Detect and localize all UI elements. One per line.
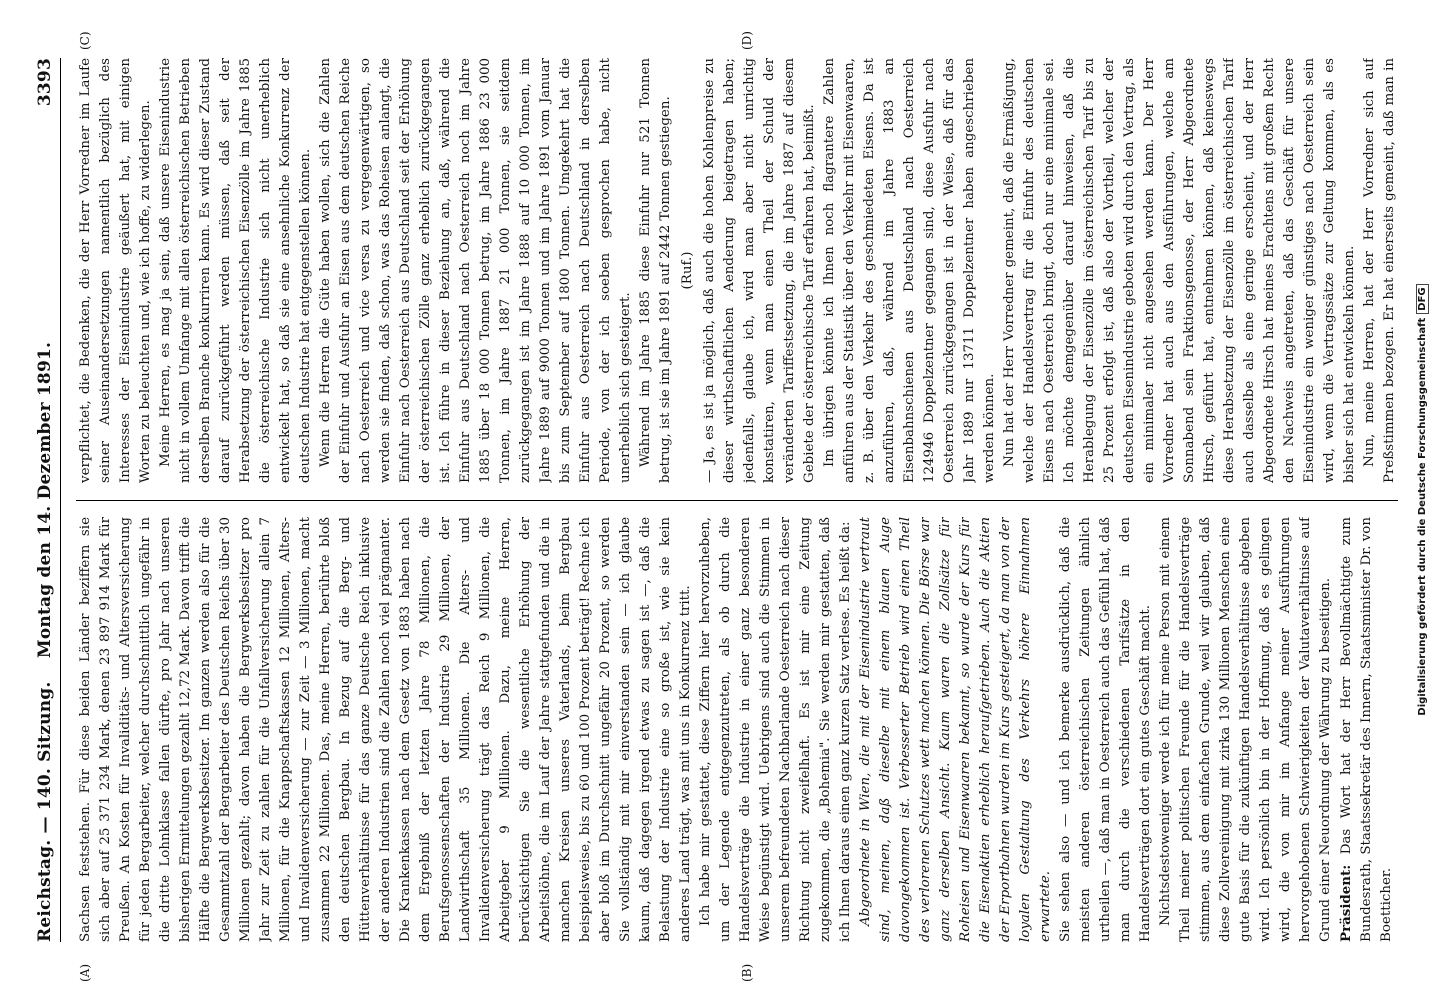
paragraph: Meine Herren, es mag ja sein, daß unsere Eisenindustrie nicht in vollem Umfange mit allen österreichischen Betrieben derselben Branche konkurriren kann. Es wird dieser Zustand darauf zurückgeführt werden müssen, daß seit der Herabsetzung der österreichischen Eisenzölle im Jahre 1885 die österreichische Industrie sich nicht unerheblich entwickelt hat, so daß sie eine ansehnliche Konkurrenz der deutschen Industrie hat entgegenstellen können. [158,58,313,483]
paragraph: Ich habe mir gestattet, diese Ziffern hier hervorzuheben, um der Legende entgegenzutreten, als ob durch die Handelsverträge die Industrie in einer ganz besonderen Weise begünstigt wird. Uebrigens sind auch die Stimmen in unserem befreundeten Nachbarlande Oesterreich nach dieser Richtung nicht zweifelhaft. Es ist mir eine Zeitung zugekommen, die „Bohemia". Sie werden mir gestatten, daß ich Ihnen daraus einen ganz kurzen Satz verlese. Es heißt da: [698,517,853,942]
paragraph: Wenn die Herren die Güte haben wollen, sich die Zahlen der Einfuhr und Ausfuhr an Eisen aus dem deutschen Reiche nach Oesterreich und vice versa zu vergegenwärtigen, so werden sie finden, daß schon, was das Roheisen anlangt, die Einfuhr nach Oesterreich aus Deutschland seit der Erhöhung der österreichischen Zölle ganz erheblich zurückgegangen ist. Ich führe in dieser Beziehung an, daß, während die Einfuhr aus Deutschland nach Oesterreich noch im Jahre 1885 über 18 000 Tonnen betrug, im Jahre 1886 23 000 Tonnen, im Jahre 1887 21 000 Tonnen, sie seitdem zurückgegangen ist im Jahre 1888 auf 10 000 Tonnen, im Jahre 1889 auf 9000 Tonnen und im Jahre 1891 vom Januar bis zum September auf 1800 Tonnen. Umgekehrt hat die Einfuhr aus Oesterreich nach Deutschland in derselben Periode, von der ich soeben gesprochen habe, nicht unerheblich sich gesteigert. [318,58,633,483]
column-divider [76,500,1398,501]
paragraph: Sie sehen also — und ich bemerke ausdrücklich, daß die meisten anderen österreichischen Zeitungen ähnlich urtheilen —, daß man in Oesterreich auch das Gefühl hat, daß man durch die verschiedenen Tarifsätze in den Handelsverträgen dort ein gutes Geschäft macht. [1058,517,1153,942]
header-date: Montag den 14. Dezember 1891. [35,341,55,659]
margin-mark-d: (D) [740,31,754,50]
speaker-label: Präsident: [1338,864,1354,942]
paragraph: Nun, meine Herren, hat der Herr Vorredner sich auf Preßstimmen bezogen. Er hat einerseits gemeint, daß man in [1362,58,1397,483]
page-header [32,58,61,942]
header-left: Reichstag. — 140. Sitzung. [35,681,55,942]
margin-mark-c: (C) [78,31,92,50]
paragraph: Nichtsdestoweniger werde ich für meine Person mit einem Theil meiner politischen Freunde für die Handelsverträge stimmen, aus dem einfachen Grunde, weil wir glauben, daß diese Zollvereinigung mit zirka 130 Millionen Menschen eine gute Basis für die zukünftigen Handelsverhältnisse abgeben wird. Ich persönlich bin in der Hoffnung, daß es gelingen wird, die von mir im Anfange meiner Ausführungen hervorgehobenen Schwierigkeiten der Valutaverhältnisse auf Grund einer Neuordnung der Währung zu beseitigen. [1158,517,1333,942]
paragraph: (Ruf.) [680,251,695,290]
paragraph: Nun hat der Herr Vorredner gemeint, daß die Ermäßigung, welche der Handelsvertrag für die Einfuhr des deutschen Eisens nach Oesterreich bringt, doch nur eine minimale sei. Ich möchte demgegenüber darauf hinweisen, daß die Herablegung der Eisenzölle im österreichischen Tarif bis zu 25 Prozent erfolgt ist, daß also der Vortheil, welcher der deutschen Eisenindustrie geboten wird durch den Vertrag, als ein minimaler nicht angesehen werden kann. Der Herr Vorredner hat auch aus den Ausführungen, welche am Sonnabend sein Fraktionsgenosse, der Herr Abgeordnete Hirsch, geführt hat, entnehmen können, daß keineswegs diese Herabsetzung der Eisenzölle im österreichischen Tarif auch dasselbe als eine geringe erscheint, und der Herr Abgeordnete Hirsch hat meines Erachtens mit großem Recht den Nachweis angetreten, daß das Geschäft für unsere Eisenindustrie ein weniger günstiges nach Oesterreich sein wird, wenn die Vertragssätze zur Geltung kommen, als es bisher sich hat entwickeln können. [1002,58,1357,483]
digitization-footer [1416,0,1429,1000]
margin-mark-a: (A) [78,963,92,982]
paragraph: verpflichtet, die Bedenken, die der Herr Vorredner im Laufe seiner Auseinandersetzungen namentlich bezüglich des Interesses der Eisenindustrie geäußert hat, mit einigen Worten zu beleuchten und, wie ich hoffe, zu widerlegen. [78,58,153,483]
margin-mark-b: (B) [740,963,754,982]
dfg-logo: DFG [1416,284,1429,313]
paragraph: Abgeordnete in Wien, die mit der Eisenindustrie vertraut sind, meinen, daß dieselbe mit einem blauen Auge davongekommen ist. Verbesserter Betrieb wird einen Theil des verlorenen Schutzes wett machen können. Die Börse war ganz derselben Ansicht. Kaum waren die Zollsätze für Roheisen und Eisenwaaren bekannt, so wurde der Kurs für die Eisenaktien erheblich heraufgetrieben. Auch die Aktien der Erportbahnen wurden im Kurs gesteigert, da man von der loyalen Gestaltung des Verkehrs höhere Einnahmen erwartete. [858,517,1053,942]
paragraph: Im übrigen könnte ich Ihnen noch flagrantere Zahlen anführen aus der Statistik über den Verkehr mit Eisenwaaren, z. B. über den Verkehr des geschmiedeten Eisens. Da ist anzuführen, daß, während im Jahre 1883 an Eisenbahnschienen aus Deutschland nach Oesterreich 124946 Doppelzentner gegangen sind, diese Ausfuhr nach Oesterreich zurückgegangen ist in der Weise, daß für das Jahr 1889 nur 13711 Doppelzentner haben angeschrieben werden können. [822,58,997,483]
footer-text: Digitalisierung gefördert durch die Deutsche Forschungsgemeinschaft [1417,317,1428,716]
paragraph: — Ja, es ist ja möglich, daß auch die hohen Kohlenpreise zu dieser wirthschaftlichen Aenderung beigetragen haben; jedenfalls, glaube ich, wird man aber nicht unrichtig konstatiren, wenn man einen Theil der Schuld der veränderten Tariffestsetzung, die im Jahre 1887 auf diesem Gebiete der österreichische Tarif erfahren hat, beimißt. [702,58,817,483]
right-column [76,58,1398,483]
paragraph: Während im Jahre 1885 diese Einfuhr nur 521 Tonnen betrug, ist sie im Jahre 1891 auf 2442 Tonnen gestiegen. [638,58,673,483]
paragraph: Sachsen feststehen. Für diese beiden Länder beziffern sie sich aber auf 25 371 234 Mark, denen 23 897 914 Mark für Preußen. An Kosten für Invaliditäts- und Altersversicherung für jeden Bergarbeiter, welcher durchschnittlich ungefähr in die dritte Lohnklasse fallen dürfte, pro Jahr nach unseren bisherigen Ermittelungen gezahlt 12,72 Mark. Davon trifft die Hälfte die Bergwerksbesitzer. Im ganzen werden also für die Gesammtzahl der Bergarbeiter des Deutschen Reichs über 30 Millionen gezahlt; davon haben die Bergwerksbesitzer pro Jahr zur Zeit zu zahlen für die Unfallversicherung allein 7 Millionen, für die Knappschaftskassen 12 Millionen, Alters- und Invalidenversicherung — zur Zeit — 3 Millionen, macht zusammen 22 Millionen. Das, meine Herren, berührte bloß den deutschen Bergbau. In Bezug auf die Berg- und Hüttenverhältnisse für das ganze Deutsche Reich inklusive der anderen Industrien sind die Zahlen noch viel prägnanter. Die Krankenkassen nach dem Gesetz von 1883 haben nach dem Ergebniß der letzten Jahre 78 Millionen, die Berufsgenossenschaften der Industrie 29 Millionen, der Landwirthschaft 35 Millionen. Die Alters- und Invalidenversicherung trägt das Reich 9 Millionen, die Arbeitgeber 9 Millionen. Dazu, meine Herren, berücksichtigen Sie die wesentliche Erhöhung der Arbeitslöhne, die im Lauf der Jahre stattgefunden und die in manchen Kreisen unseres Vaterlands, beim Bergbau beispielsweise, bis zu 60 und 100 Prozent beträgt! Rechne ich aber bloß im Durchschnitt ungefähr 20 Prozent, so werden Sie vollständig mit mir einverstanden sein — ich glaube kaum, daß dagegen irgend etwas zu sagen ist —, daß die Belastung der Industrie eine so große ist, wie sie kein anderes Land trägt, was mit uns in Konkurrenz tritt. [78,517,693,942]
paragraph [1397,517,1398,942]
page-number: 3393 [35,58,55,107]
paragraph: Präsident: Das Wort hat der Herr Bevollmächtigte zum Bundesrath, Staatssekretär des Innern, Staatsminister Dr. von Boetticher. [1338,517,1394,942]
left-column [76,517,1398,942]
